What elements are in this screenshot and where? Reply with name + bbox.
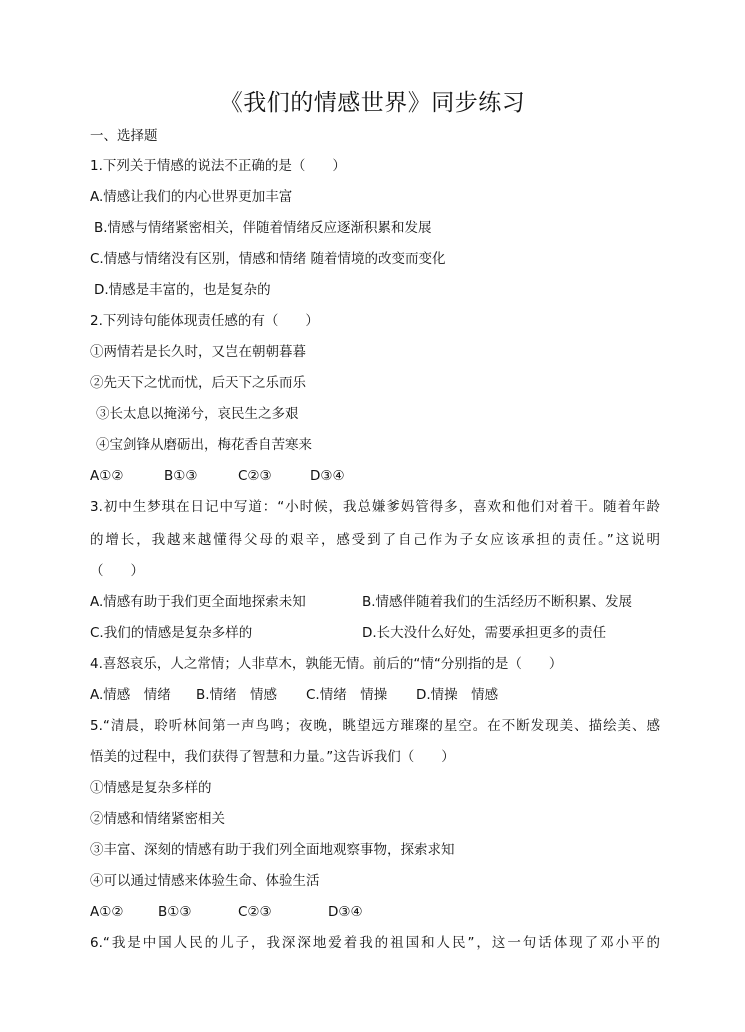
question-3-option-a: A.情感有助于我们更全面地探索未知 [90,594,306,610]
question-5-option-a: A①② [90,904,124,920]
question-3-line-1: 3.初中生梦琪在日记中写道：“小时候，我总嫌爹妈管得多，喜欢和他们对着干。随着年龄 [90,499,660,515]
question-5-option-c: C②③ [238,904,272,920]
question-5-option-b: B①③ [158,904,192,920]
question-6-line-1: 6.“我是中国人民的儿子，我深深地爱着我的祖国和人民”，这一句话体现了邓小平的 [90,935,660,951]
question-5-option-d: D③④ [328,904,363,920]
question-2-stem: 2.下列诗句能体现责任感的有（ ） [90,313,319,329]
question-4-option-d: D.情操 情感 [416,687,499,703]
question-1-option-a: A.情感让我们的内心世界更加丰富 [90,189,293,205]
question-2-option-a: A①② [90,468,124,484]
question-2-item-2: ②先天下之忧而忧，后天下之乐而乐 [90,375,306,391]
question-5-item-2: ②情感和情绪紧密相关 [90,811,225,827]
question-2-option-d: D③④ [310,468,345,484]
question-3-option-d: D.长大没什么好处，需要承担更多的责任 [362,625,607,641]
question-3-line-2: 的增长，我越来越懂得父母的艰辛，感受到了自己作为子女应该承担的责任。”这说明 [90,532,660,548]
question-4-stem: 4.喜怒哀乐，人之常情；人非草木，孰能无情。前后的“情“分别指的是（ ） [90,656,563,672]
question-1-stem: 1.下列关于情感的说法不正确的是（ ） [90,158,346,174]
question-2-item-4: ④宝剑锋从磨砺出，梅花香自苦寒来 [96,437,312,453]
question-4-option-a: A.情感 情绪 [90,687,171,703]
question-5-item-1: ①情感是复杂多样的 [90,780,212,796]
question-1-option-d: D.情感是丰富的，也是复杂的 [94,282,271,298]
question-3-line-3: （ ） [90,563,144,579]
document-title: 《我们的情感世界》同步练习 [219,90,526,116]
question-2-item-1: ①两情若是长久时，又岂在朝朝暮暮 [90,344,306,360]
section-heading: 一、选择题 [90,128,158,144]
question-1-option-b: B.情感与情绪紧密相关，伴随着情绪反应逐渐积累和发展 [94,220,432,236]
question-1-option-c: C.情感与情绪没有区别，情感和情绪 随着情境的改变而变化 [90,251,446,267]
question-2-option-c: C②③ [238,468,272,484]
question-3-option-c: C.我们的情感是复杂多样的 [90,625,253,641]
question-2-option-b: B①③ [164,468,198,484]
question-3-option-b: B.情感伴随着我们的生活经历不断积累、发展 [362,594,633,610]
question-2-item-3: ③长太息以掩涕兮，哀民生之多艰 [96,406,299,422]
question-5-item-4: ④可以通过情感来体验生命、体验生活 [90,873,320,889]
question-5-item-3: ③丰富、深刻的情感有助于我们列全面地观察事物，探索求知 [90,842,455,858]
question-5-line-2: 悟美的过程中，我们获得了智慧和力量。”这告诉我们（ ） [90,749,455,765]
question-5-line-1: 5.“清晨，聆听林间第一声鸟鸣；夜晚，眺望远方璀璨的星空。在不断发现美、描绘美、感 [90,718,660,734]
question-4-option-c: C.情绪 情操 [306,687,388,703]
question-4-option-b: B.情绪 情感 [196,687,278,703]
